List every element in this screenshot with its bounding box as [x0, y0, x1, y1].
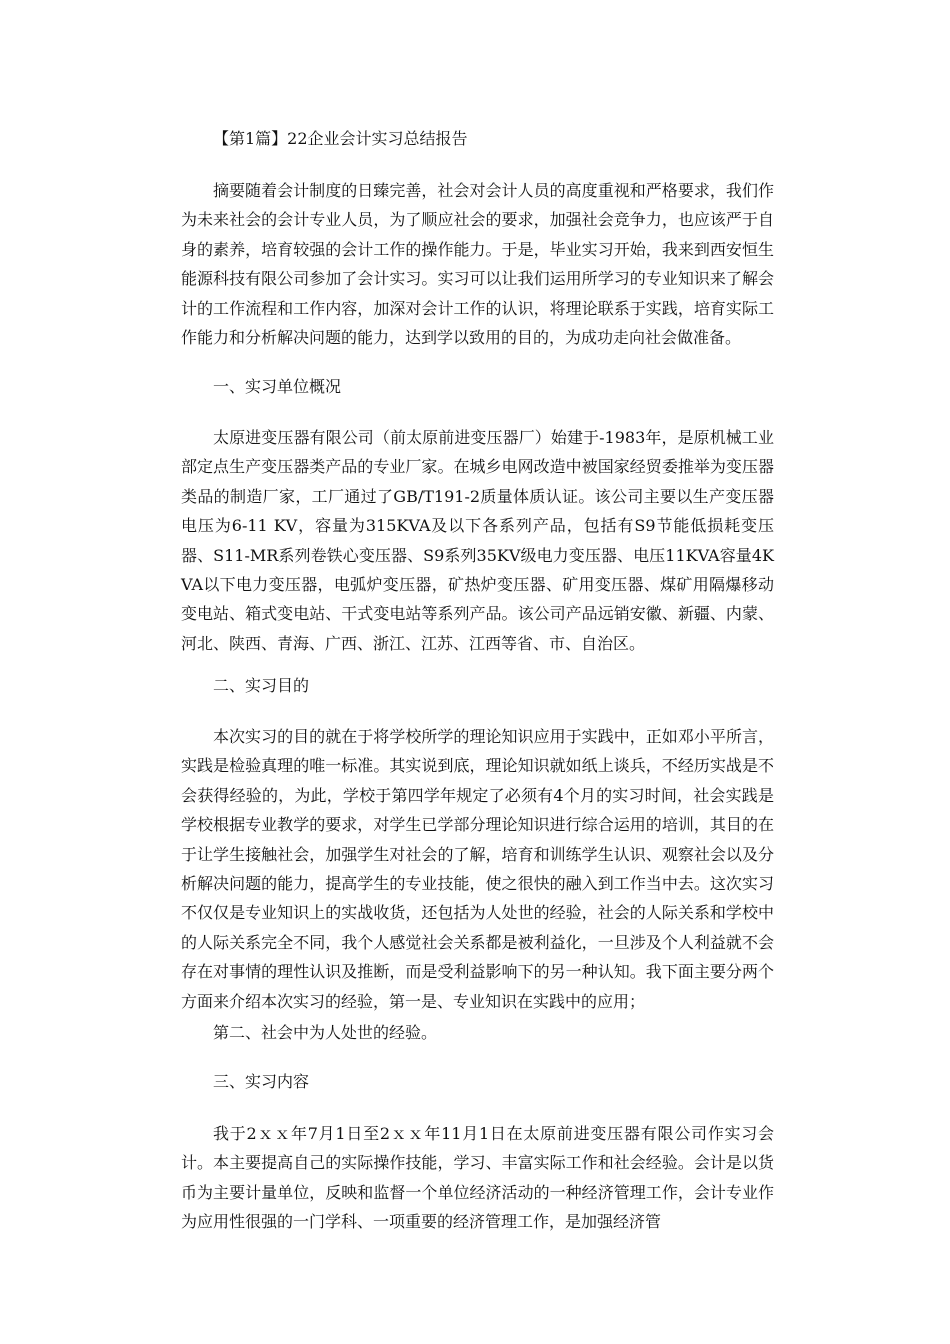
section-heading-3: 三、实习内容 — [213, 1072, 310, 1091]
abstract-paragraph: 摘要随着会计制度的日臻完善，社会对会计人员的高度重视和严格要求，我们作为未来社会的会计专业人员，为了顺应社会的要求，加强社会竞争力，也应该严于自身的素养，培育较强的会计工作的操作能力。于是，毕业实习开始，我来到西安恒生能源科技有限公司参加了会计实习。实习可以让我们运用所学习的专业知识来了解会计的工作流程和工作内容，加深对会计工作的认识，将理论联系于实践，培育实际工作能力和分析解决问题的能力，达到学以致用的目的，为成功走向社会做准备。 — [181, 181, 774, 348]
second-point-paragraph: 第二、社会中为人处世的经验。 — [213, 1023, 438, 1042]
content-paragraph: 我于2ｘｘ年7月1日至2ｘｘ年11月1日在太原前进变压器有限公司作实习会计。本主要提高自己的实际操作技能，学习、丰富实际工作和社会经验。会计是以货币为主要计量单位，反映和监督一个单位经济活动的一种经济管理工作，会计专业作为应用性很强的一门学科、一项重要的经济管理工作，是加强经济管 — [181, 1124, 774, 1232]
section-heading-1: 一、实习单位概况 — [213, 377, 342, 396]
document-title: 【第1篇】22企业会计实习总结报告 — [213, 129, 468, 148]
purpose-paragraph: 本次实习的目的就在于将学校所学的理论知识应用于实践中，正如邓小平所言，实践是检验真理的唯一标准。其实说到底，理论知识就如纸上谈兵，不经历实战是不会获得经验的，为此，学校于第四学年规定了必须有4个月的实习时间，社会实践是学校根据专业教学的要求，对学生已学部分理论知识进行综合运用的培训，其目的在于让学生接触社会，加强学生对社会的了解，培育和训练学生认识、观察社会以及分析解决问题的能力，提高学生的专业技能，使之很快的融入到工作当中去。这次实习不仅仅是专业知识上的实战收货，还包括为人处世的经验，社会的人际关系和学校中的人际关系完全不同，我个人感觉社会关系都是被利益化，一旦涉及个人利益就不会存在对事情的理性认识及推断，而是受利益影响下的另一种认知。我下面主要分两个方面来介绍本次实习的经验，第一是、专业知识在实践中的应用； — [181, 727, 774, 1011]
section-heading-2: 二、实习目的 — [213, 676, 310, 695]
company-overview-paragraph: 太原进变压器有限公司（前太原前进变压器厂）始建于-1983年，是原机械工业部定点生产变压器类产品的专业厂家。在城乡电网改造中被国家经贸委推举为变压器类品的制造厂家，工厂通过了GB/T191-2质量体质认证。该公司主要以生产变压器电压为6-11 KV，容量为315KVA及以下各系列产品，包括有S9节能低损耗变压器、S11-MR系列卷铁心变压器、S9系列35KV级电力变压器、电压11KVA容量4KVA以下电力变压器，电弧炉变压器，矿热炉变压器、矿用变压器、煤矿用隔爆移动变电站、箱式变电站、干式变电站等系列产品。该公司产品远销安徽、新疆、内蒙、河北、陕西、青海、广西、浙江、江苏、江西等省、市、自治区。 — [181, 428, 774, 653]
